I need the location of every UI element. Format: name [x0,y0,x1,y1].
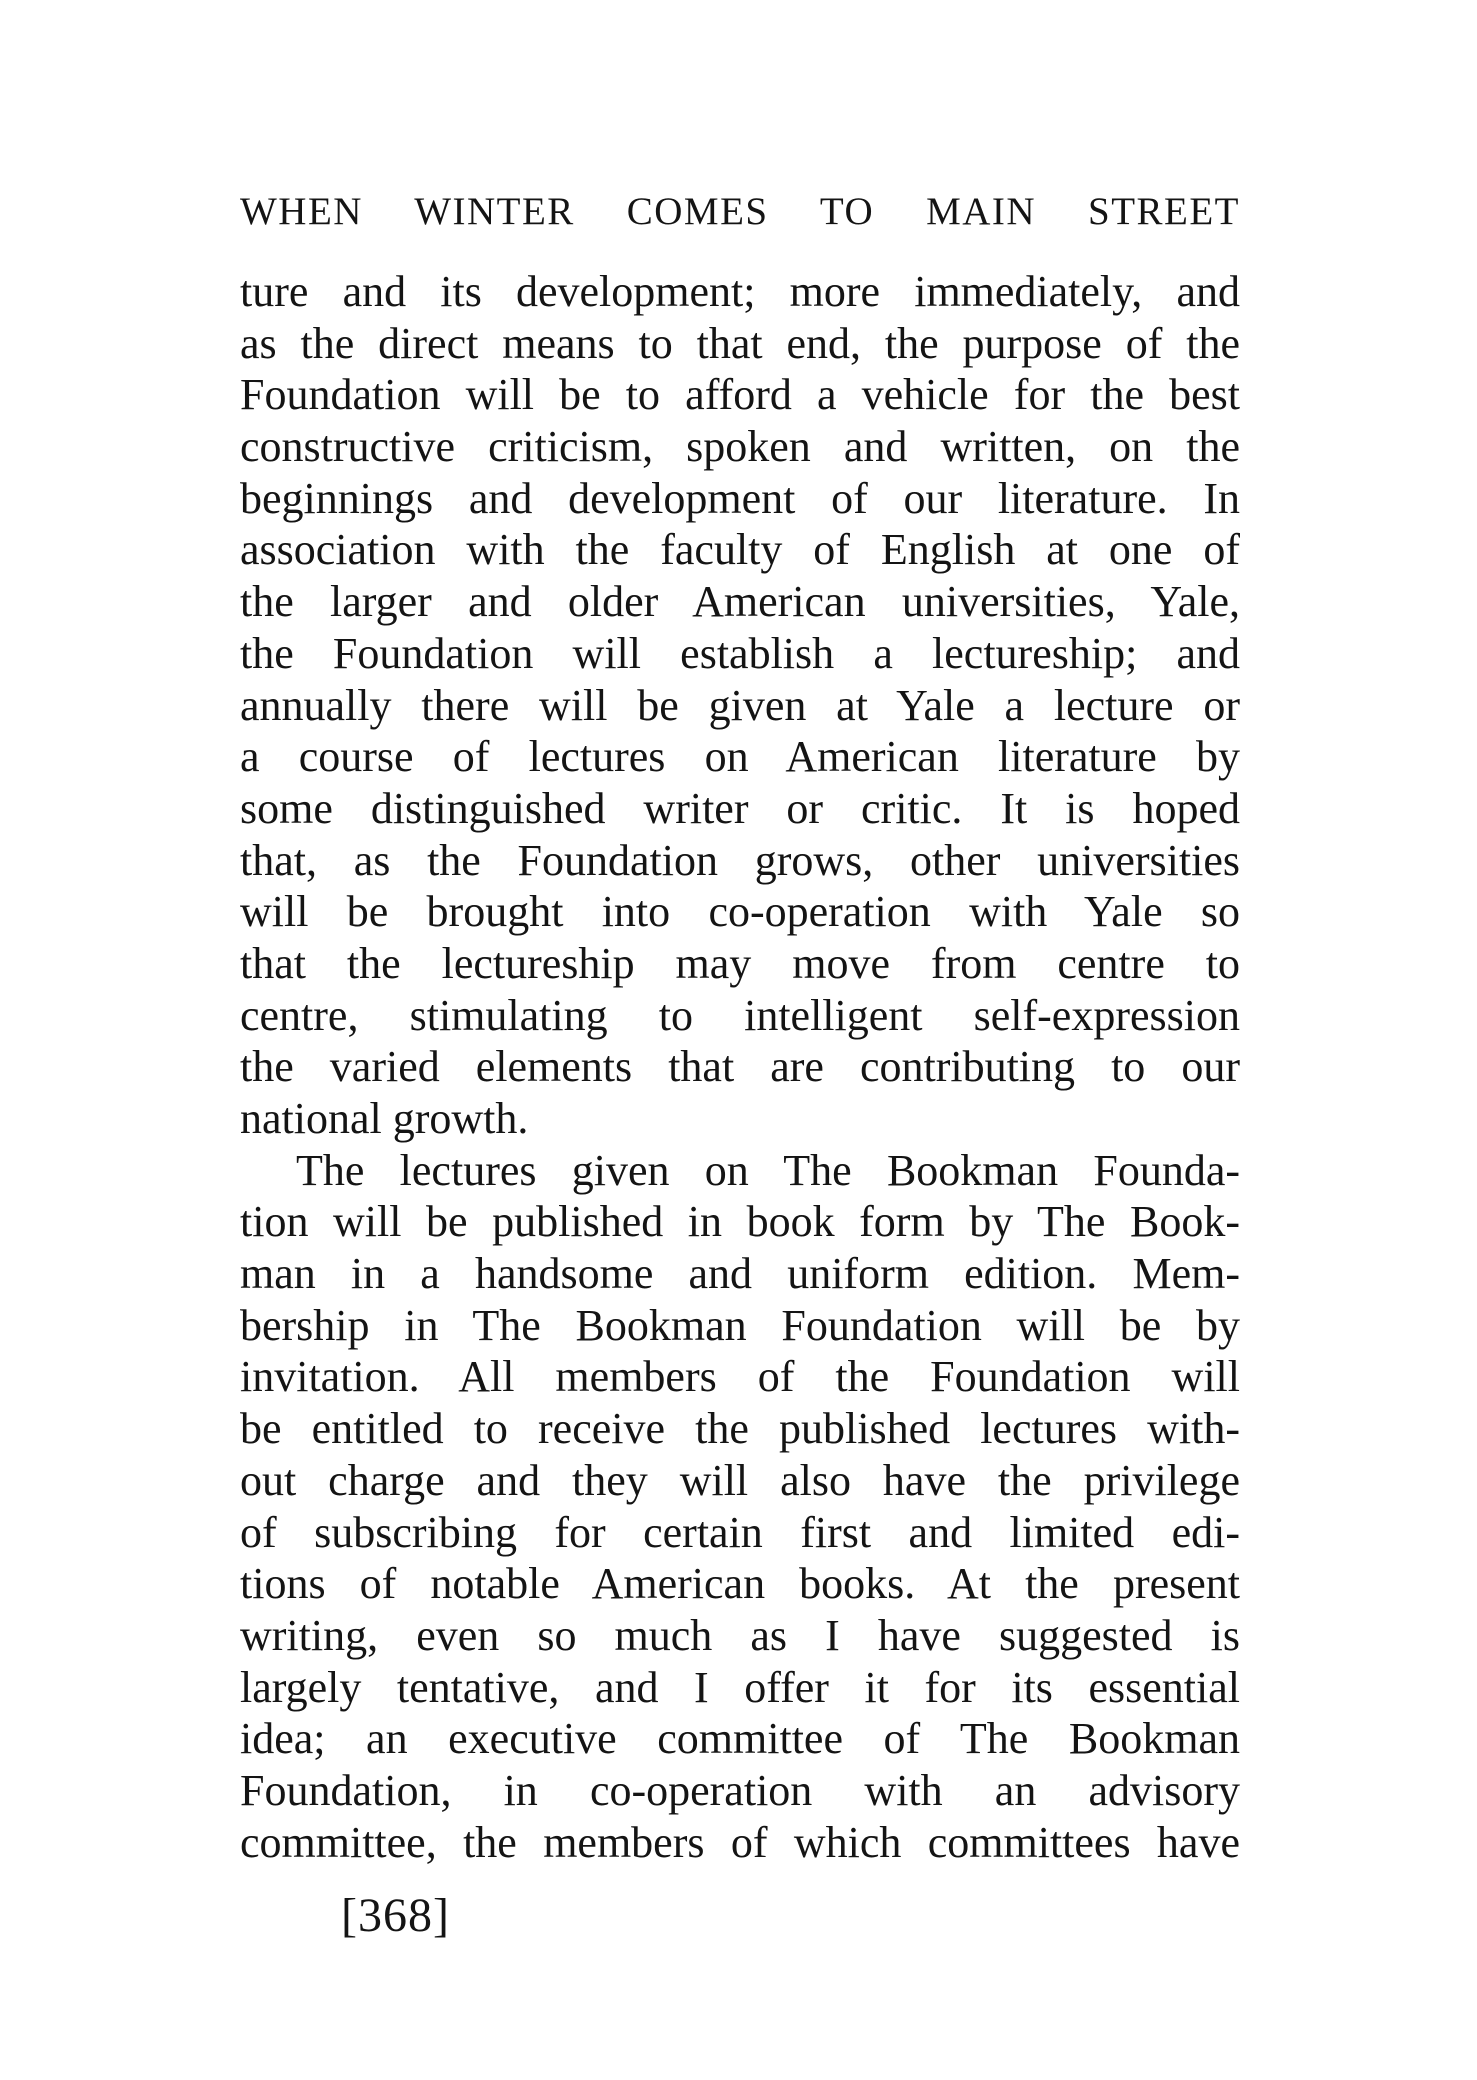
text-line: Foundation will be to afford a vehicle for the best [240,370,1240,420]
text-line: be entitled to receive the published lectures with- [240,1404,1240,1454]
text-line: Foundation, in co-operation with an advisory [240,1765,1240,1815]
text-line: writing, even so much as I have suggested is [240,1610,1240,1660]
paragraph [240,266,1240,1145]
text-line: tions of notable American books. At the present [240,1559,1240,1609]
text-line: largely tentative, and I offer it for its essential [240,1662,1240,1712]
text-line: bership in The Bookman Foundation will be by [240,1300,1240,1350]
text-line: will be brought into co-operation with Yale so [240,887,1240,937]
text-line: the larger and older American universities, Yale, [240,577,1240,627]
text-line: the Foundation will establish a lectureship; and [240,628,1240,678]
text-line: some distinguished writer or critic. It is hoped [240,783,1240,833]
text-line: of subscribing for certain first and limited edi- [240,1507,1240,1557]
text-line: beginnings and development of our literature. In [240,473,1240,523]
text-line: annually there will be given at Yale a lecture or [240,680,1240,730]
text-line: association with the faculty of English at one of [240,525,1240,575]
text-line: that, as the Foundation grows, other universities [240,835,1240,885]
body-text [240,266,1240,1868]
text-line: The lectures given on The Bookman Founda- [296,1145,1240,1195]
text-line: constructive criticism, spoken and written, on the [240,422,1240,472]
text-line: idea; an executive committee of The Bookman [240,1714,1240,1764]
text-line: as the direct means to that end, the purpose of the [240,318,1240,368]
text-line: centre, stimulating to intelligent self-expression [240,990,1240,1040]
text-line: tion will be published in book form by The Book- [240,1197,1240,1247]
running-head: WHEN WINTER COMES TO MAIN STREET [240,190,1240,233]
text-line: out charge and they will also have the privilege [240,1455,1240,1505]
text-line: invitation. All members of the Foundation will [240,1352,1240,1402]
text-line: ture and its development; more immediately, and [240,267,1240,316]
page-number: [368] [341,1889,450,1942]
text-line: that the lectureship may move from centre to [240,938,1240,988]
text-line: the varied elements that are contributing to our [240,1042,1240,1092]
text-line: national growth. [240,1094,529,1143]
text-line: committee, the members of which committees have [240,1817,1240,1867]
paragraph [240,1145,1240,1869]
text-line: a course of lectures on American literature by [240,732,1240,782]
text-line: man in a handsome and uniform edition. Mem- [240,1249,1240,1299]
